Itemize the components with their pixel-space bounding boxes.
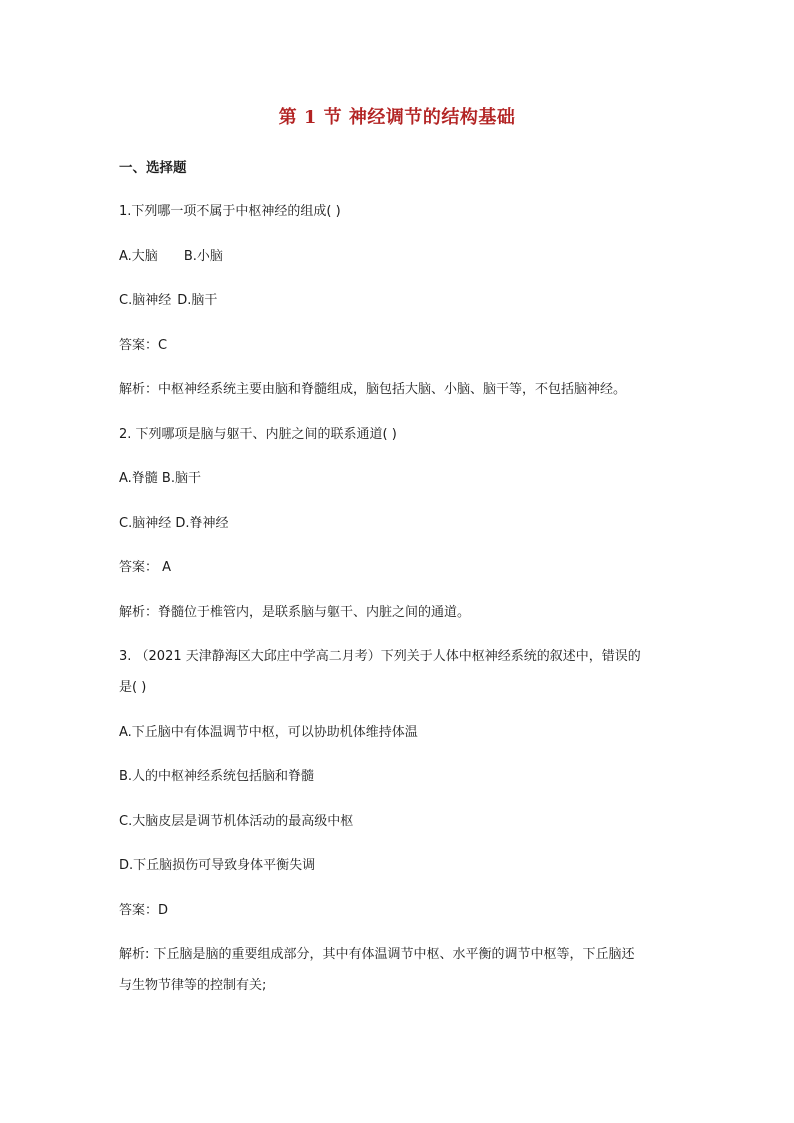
question-1-options-cd [119,292,217,310]
question-1-option-d: D.脑干 [177,293,218,308]
question-2-answer: 答案： A [119,560,172,575]
question-3-option-d: D.下丘脑损伤可导致身体平衡失调 [119,858,316,873]
question-1-option-a: A.大脑 [119,249,158,264]
question-1-explanation: 解析：中枢神经系统主要由脑和脊髓组成，脑包括大脑、小脑、脑干等，不包括脑神经。 [119,382,627,397]
question-2-stem: 2. 下列哪项是脑与躯干、内脏之间的联系通道( ) [119,427,397,442]
question-1-option-b: B.小脑 [183,249,223,264]
question-3-stem-line-1: 3. （2021 天津静海区大邱庄中学高二月考）下列关于人体中枢神经系统的叙述中，错误的 [119,649,641,664]
question-3-stem-line-2: 是( ) [119,680,147,695]
question-2-explanation: 解析：脊髓位于椎管内，是联系脑与躯干、内脏之间的通道。 [119,605,471,620]
question-3-explanation-line-2: 与生物节律等的控制有关; [119,978,267,993]
question-1-option-c: C.脑神经 [119,293,172,308]
question-3-option-c: C.大脑皮层是调节机体活动的最高级中枢 [119,814,354,829]
question-1-stem: 1.下列哪一项不属于中枢神经的组成( ) [119,204,341,219]
section-heading: 一、选择题 [119,160,187,176]
question-3-answer: 答案：D [119,903,169,918]
question-1-answer: 答案：C [119,338,168,353]
question-3-option-a: A.下丘脑中有体温调节中枢，可以协助机体维持体温 [119,725,418,740]
question-2-options-cd: C.脑神经 D.脊神经 [119,516,229,531]
question-1-options-ab [119,248,223,266]
question-2-options-ab: A.脊髓 B.脑干 [119,471,201,486]
document-title: 第 1 节 神经调节的结构基础 [278,107,516,128]
question-3-option-b: B.人的中枢神经系统包括脑和脊髓 [119,769,315,784]
question-3-explanation-line-1: 解析: 下丘脑是脑的重要组成部分，其中有体温调节中枢、水平衡的调节中枢等，下丘脑还 [119,947,635,962]
